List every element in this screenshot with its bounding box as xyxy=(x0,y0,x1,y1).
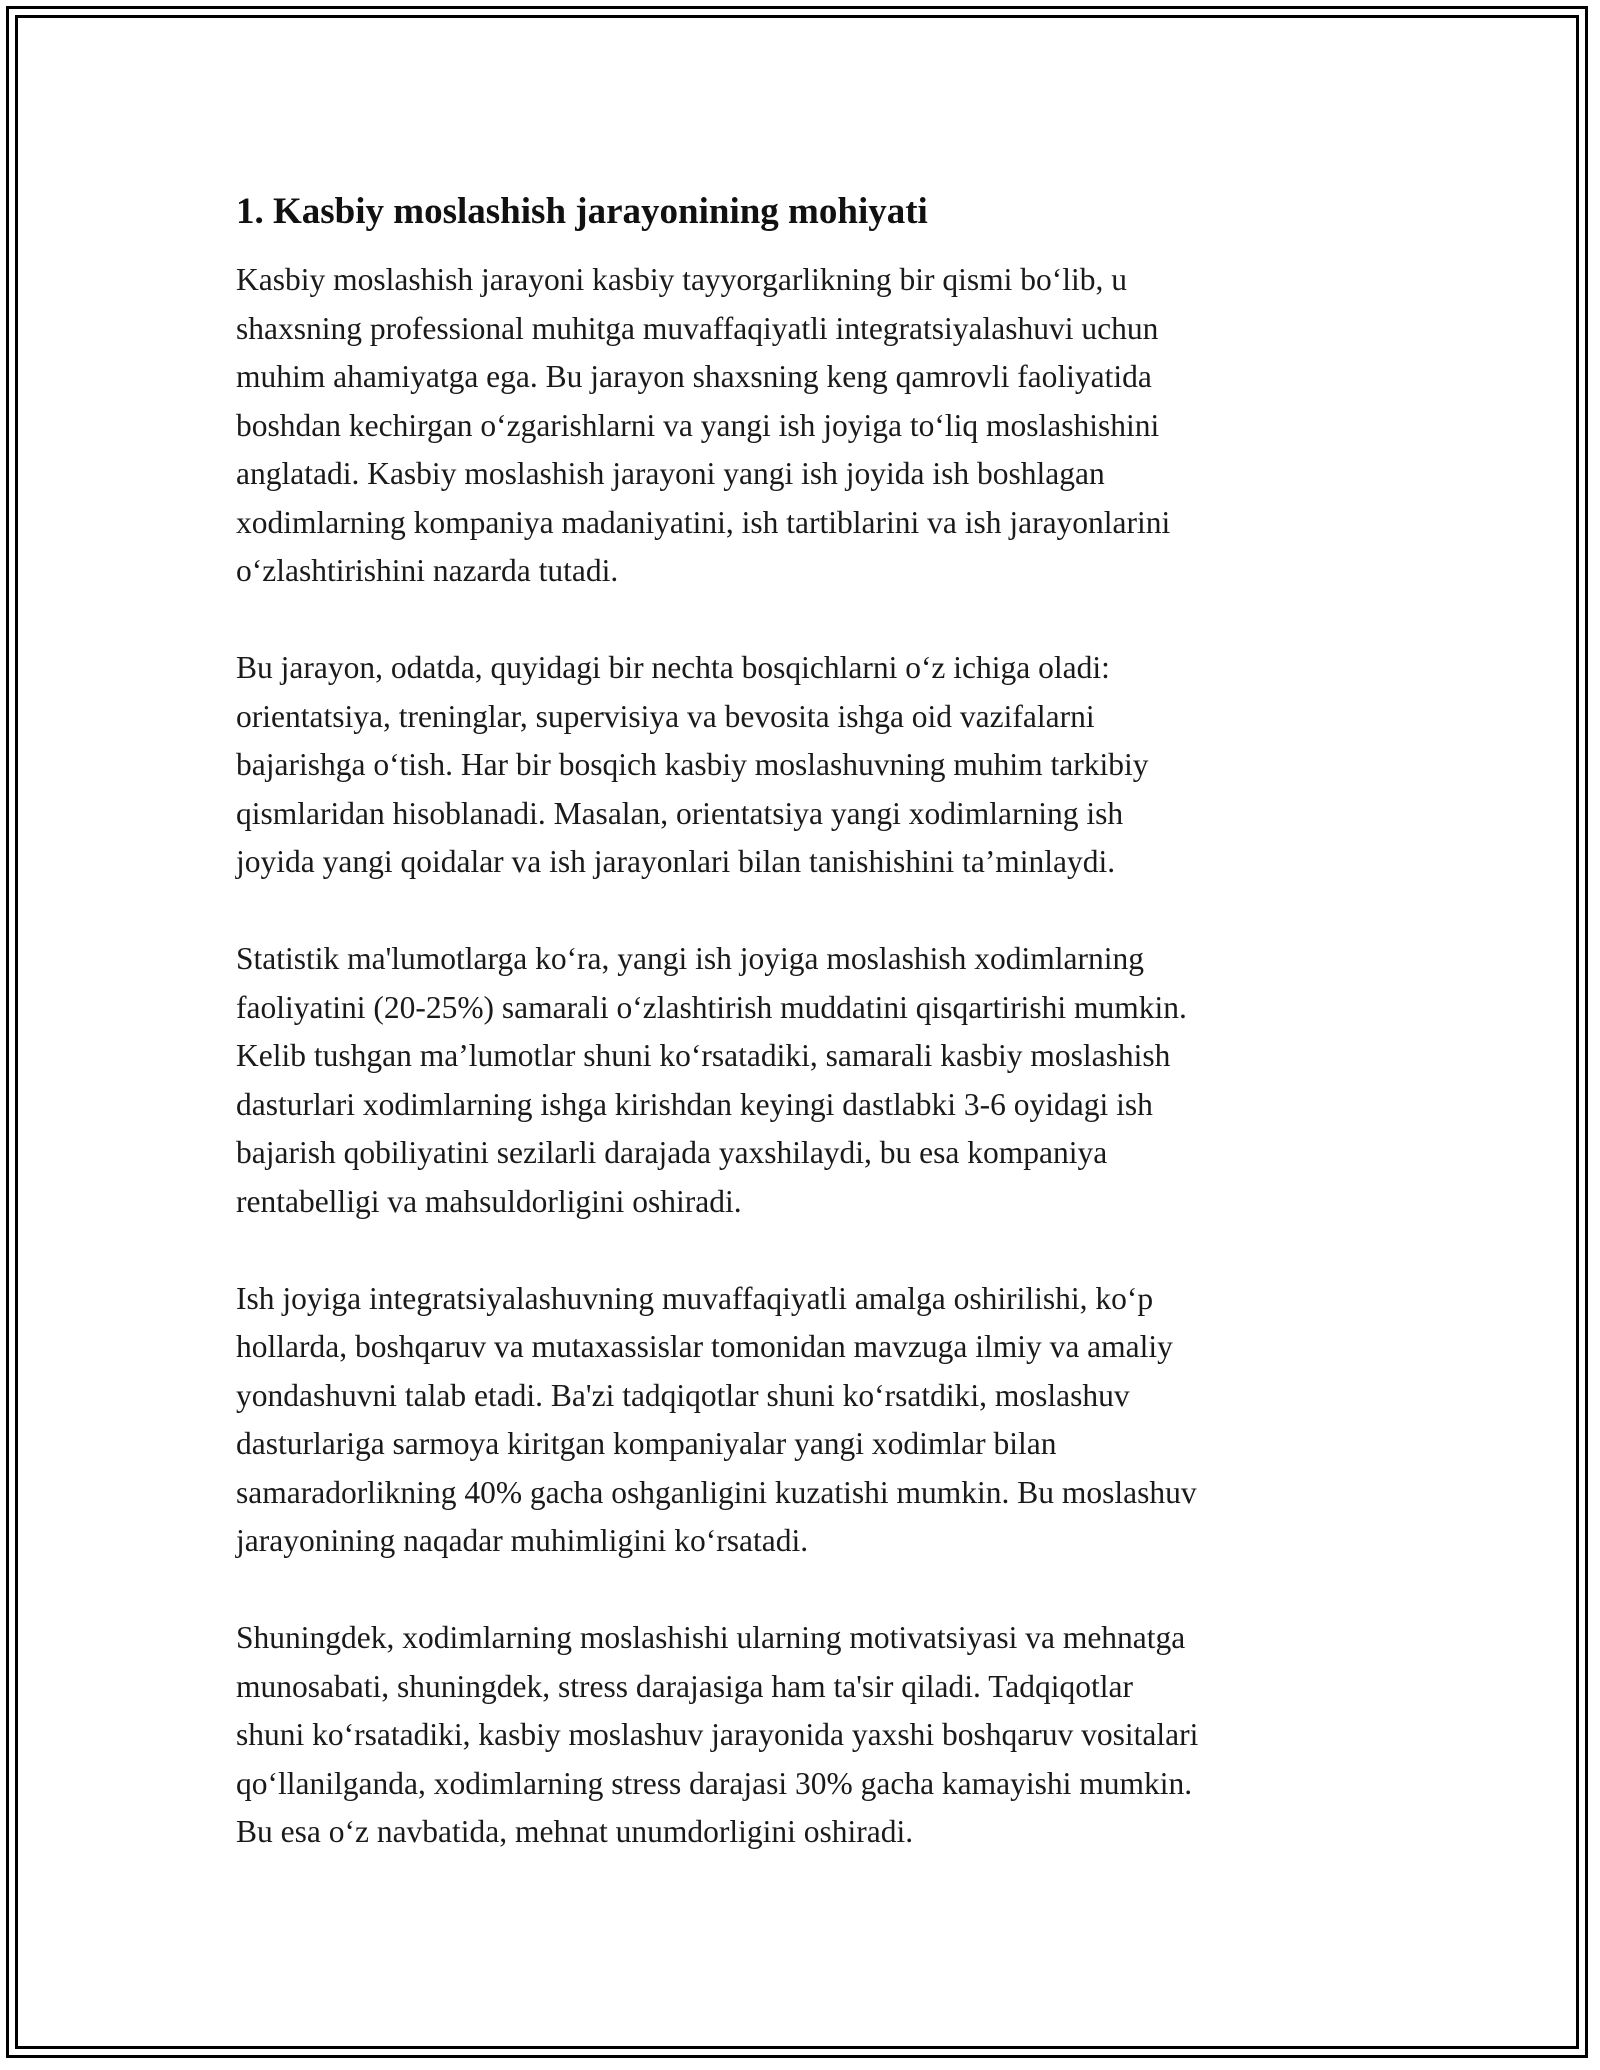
paragraph-1 xyxy=(236,256,1386,596)
paragraph-list xyxy=(236,256,1386,1857)
paragraph-line: hollarda, boshqaruv va mutaxassislar tomonidan mavzuga ilmiy va amaliy xyxy=(236,1329,1173,1364)
paragraph-line: Shuningdek, xodimlarning moslashishi ularning motivatsiyasi va mehnatga xyxy=(236,1620,1186,1655)
paragraph-line: Statistik ma'lumotlarga ko‘ra, yangi ish joyiga moslashish xodimlarning xyxy=(236,941,1144,976)
paragraph-line: dasturlariga sarmoya kiritgan kompaniyalar yangi xodimlar bilan xyxy=(236,1426,1057,1461)
paragraph-line: qo‘llanilganda, xodimlarning stress darajasi 30% gacha kamayishi mumkin. xyxy=(236,1765,1193,1801)
paragraph-3 xyxy=(236,935,1386,1226)
paragraph-line: anglatadi. Kasbiy moslashish jarayoni yangi ish joyida ish boshlagan xyxy=(236,456,1105,491)
paragraph-line: bajarishga o‘tish. Har bir bosqich kasbiy moslashuvning muhim tarkibiy xyxy=(236,747,1149,782)
section-heading: 1. Kasbiy moslashish jarayonining mohiyati xyxy=(236,191,928,232)
paragraph-line: joyida yangi qoidalar va ish jarayonlari bilan tanishishini ta’minlaydi. xyxy=(236,844,1116,879)
paragraph-line: shaxsning professional muhitga muvaffaqiyatli integratsiyalashuvi uchun xyxy=(236,310,1159,346)
paragraph-4 xyxy=(236,1275,1386,1566)
paragraph-line: shuni ko‘rsatadiki, kasbiy moslashuv jarayonida yaxshi boshqaruv vositalari xyxy=(236,1717,1199,1752)
paragraph-line: samaradorlikning 40% gacha oshganligini kuzatishi mumkin. Bu moslashuv xyxy=(236,1474,1197,1510)
paragraph-2 xyxy=(236,644,1386,887)
paragraph-line: qismlaridan hisoblanadi. Masalan, orientatsiya yangi xodimlarning ish xyxy=(236,795,1124,831)
paragraph-line: munosabati, shuningdek, stress darajasiga ham ta'sir qiladi. Tadqiqotlar xyxy=(236,1668,1133,1704)
paragraph-line: muhim ahamiyatga ega. Bu jarayon shaxsning keng qamrovli faoliyatida xyxy=(236,359,1152,394)
paragraph-line: rentabelligi va mahsuldorligini oshiradi. xyxy=(236,1183,742,1219)
paragraph-line: yondashuvni talab etadi. Ba'zi tadqiqotlar shuni ko‘rsatdiki, moslashuv xyxy=(236,1377,1130,1413)
paragraph-line: Kasbiy moslashish jarayoni kasbiy tayyorgarlikning bir qismi bo‘lib, u xyxy=(236,262,1127,297)
document-body xyxy=(236,188,1386,1905)
paragraph-line: orientatsiya, treninglar, supervisiya va bevosita ishga oid vazifalarni xyxy=(236,698,1095,734)
paragraph-line: jarayonining naqadar muhimligini ko‘rsatadi. xyxy=(236,1523,809,1558)
paragraph-5 xyxy=(236,1614,1386,1857)
paragraph-line: Bu esa o‘z navbatida, mehnat unumdorligini oshiradi. xyxy=(236,1814,914,1849)
paragraph-line: faoliyatini (20-25%) samarali o‘zlashtirish muddatini qisqartirishi mumkin. xyxy=(236,989,1187,1025)
paragraph-line: xodimlarning kompaniya madaniyatini, ish tartiblarini va ish jarayonlarini xyxy=(236,504,1171,540)
paragraph-line: Kelib tushgan ma’lumotlar shuni ko‘rsatadiki, samarali kasbiy moslashish xyxy=(236,1038,1171,1073)
paragraph-line: dasturlari xodimlarning ishga kirishdan keyingi dastlabki 3-6 oyidagi ish xyxy=(236,1086,1153,1122)
paragraph-line: Bu jarayon, odatda, quyidagi bir nechta bosqichlarni o‘z ichiga oladi: xyxy=(236,650,1110,685)
paragraph-line: bajarish qobiliyatini sezilarli darajada yaxshilaydi, bu esa kompaniya xyxy=(236,1135,1108,1170)
paragraph-line: Ish joyiga integratsiyalashuvning muvaffaqiyatli amalga oshirilishi, ko‘p xyxy=(236,1280,1154,1316)
paragraph-line: boshdan kechirgan o‘zgarishlarni va yangi ish joyiga to‘liq moslashishini xyxy=(236,407,1160,443)
paragraph-line: o‘zlashtirishini nazarda tutadi. xyxy=(236,553,619,588)
